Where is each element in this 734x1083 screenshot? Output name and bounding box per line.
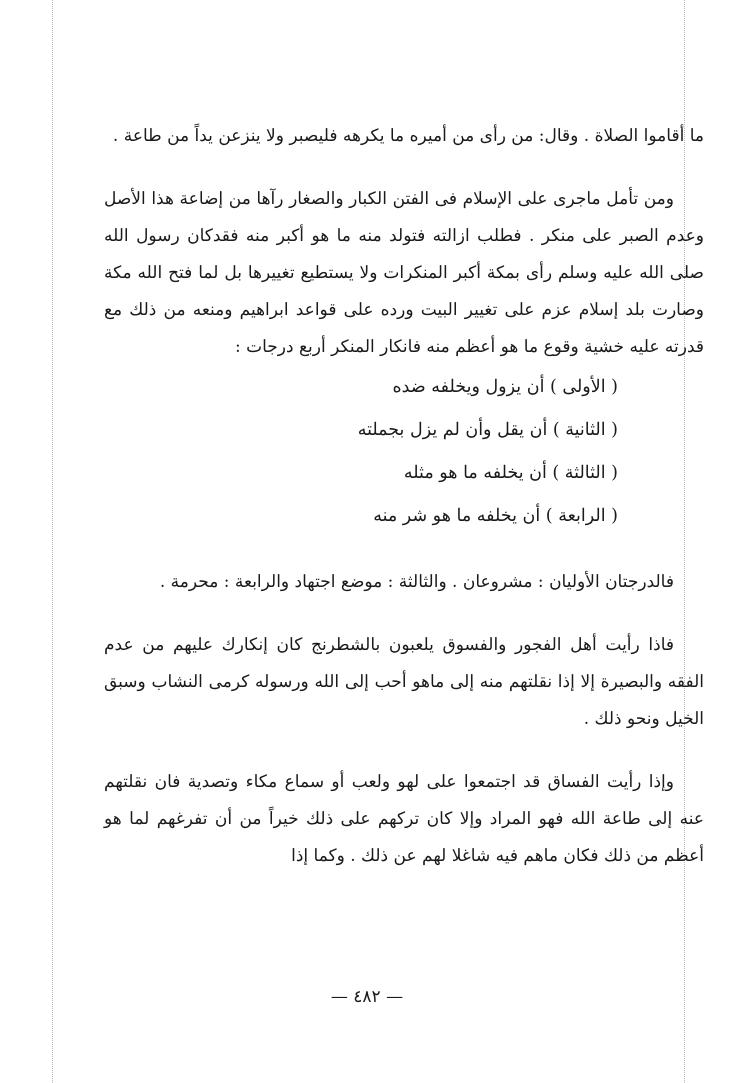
paragraph-2: ومن تأمل ماجرى على الإسلام فى الفتن الكبار والصغار رآها من إضاعة هذا الأصل وعدم الصبر على منكر . فطلب ازالته فتولد منه ما هو أكبر منه فقدكان رسول الله صلى الله عليه وسلم رأى بمكة أكبر المنكرات ولا يستطيع تغييرها بل لما فتح الله مكة وصارت بلد إسلام عزم على تغيير البيت ورده على قواعد ابراهيم ومنعه من ذلك مع قدرته عليه خشية وقوع ما هو أعظم منه فانكار المنكر أربع درجات :: [104, 189, 704, 357]
degree-item: ( الأولى ) أن يزول ويخلفه ضده: [392, 377, 618, 397]
paragraph-4: فاذا رأيت أهل الفجور والفسوق يلعبون بالشطرنج كان إنكارك عليهم من عدم الفقه والبصيرة إلا إذا نقلتهم منه إلى ماهو أحب إلى الله ورسوله كرمى النشاب وسبق الخيل ونحو ذلك .: [104, 635, 704, 729]
degree-item: ( الثانية ) أن يقل وأن لم يزل بجملته: [357, 420, 618, 440]
degree-item: ( الثالثة ) أن يخلفه ما هو مثله: [403, 463, 618, 483]
left-margin-rule: [52, 0, 53, 1083]
page-number: — ٤٨٢ —: [330, 987, 404, 1007]
page-body: [104, 118, 704, 875]
paragraph-3: فالدرجتان الأوليان : مشروعان . والثالثة : موضع اجتهاد والرابعة : محرمة .: [159, 572, 674, 592]
paragraph-5: وإذا رأيت الفساق قد اجتمعوا على لهو ولعب أو سماع مكاء وتصدية فان نقلتهم عنه إلى طاعة الله فهو المراد وإلا كان تركهم على ذلك خيراً من أن تفرغهم لما هو أعظم من ذلك فكان ماهم فيه شاغلا لهم عن ذلك . وكما إذا: [104, 772, 704, 866]
degrees-list: [104, 366, 704, 538]
paragraph-1: ما أقاموا الصلاة . وقال: من رأى من أميره ما يكرهه فليصبر ولا ينزعن يداً من طاعة .: [112, 126, 704, 146]
degree-item: ( الرابعة ) أن يخلفه ما هو شر منه: [373, 506, 618, 526]
